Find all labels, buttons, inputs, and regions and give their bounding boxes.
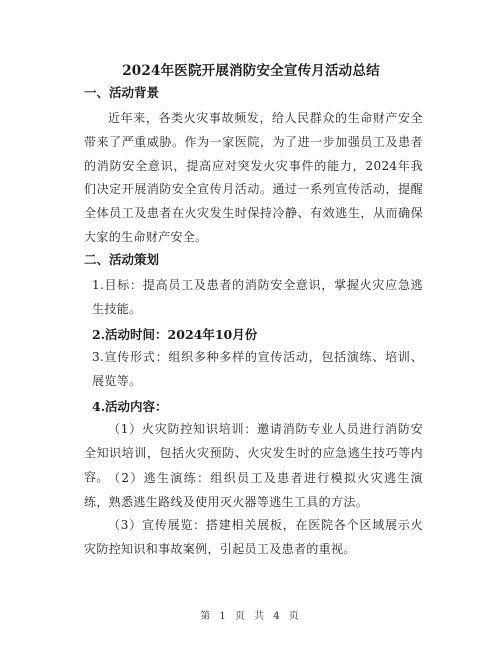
- list-item-format: 3.宣传形式：组织多种多样的宣传活动，包括演练、培训、展览等。: [92, 350, 423, 388]
- sub-item-exhibition: （3）宣传展览：搭建相关展板，在医院各个区域展示火灾防控知识和事故案例，引起员工及患者的重视。: [84, 518, 423, 556]
- list-item-goal: 1.目标：提高员工及患者的消防安全意识，掌握火灾应急逃生技能。: [92, 278, 423, 316]
- paragraph-background: 近年来，各类火灾事故频发，给人民群众的生命财产安全带来了严重威胁。作为一家医院，为了进一步加强员工及患者的消防安全意识，提高应对突发火灾事件的能力，2024年我们决定开展消防安全宣传月活动。通过一系列宣传活动，提醒全体员工及患者在火灾发生时保持冷静、有效逃生，从而确保大家的生命财产安全。: [84, 111, 423, 244]
- sub-item-drill: （2）逃生演练：组织员工及患者进行模拟火灾逃生演练，熟悉逃生路线及使用灭火器等逃生工具的方法。: [84, 471, 423, 509]
- section-heading-background: 一、活动背景: [84, 85, 160, 100]
- document-title: 2024年医院开展消防安全宣传月活动总结: [122, 63, 380, 79]
- list-item-time: 2.活动时间：2024年10月份: [92, 327, 258, 342]
- list-item-content: 4.活动内容：: [92, 399, 168, 414]
- section-heading-planning: 二、活动策划: [84, 252, 160, 267]
- sub-item-training: （1）火灾防控知识培训：邀请消防专业人员进行消防安全知识培训，包括火灾预防、火灾发生时的应急逃生技巧等内容。: [84, 422, 423, 484]
- page-number: 第 1 页 共 4 页: [200, 611, 302, 622]
